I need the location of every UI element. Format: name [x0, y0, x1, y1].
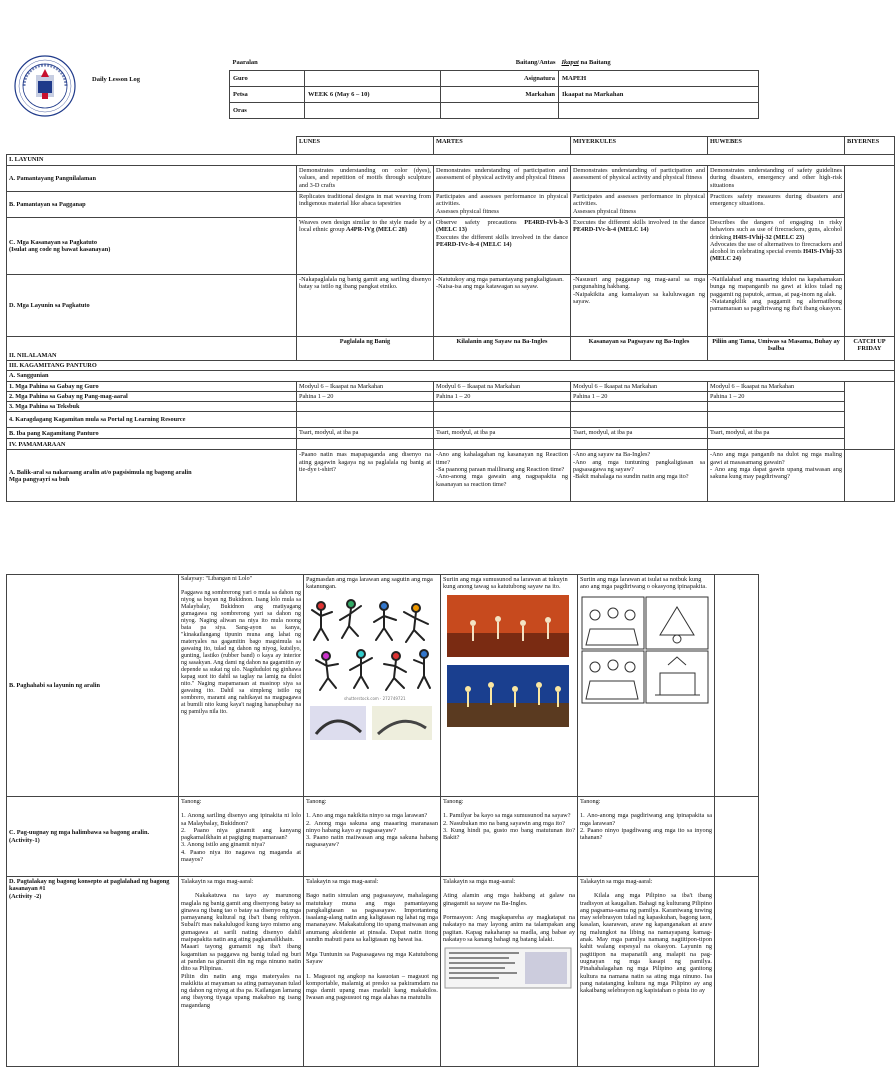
guro-label: Guro	[230, 71, 305, 87]
gabay-magaaral-cell: Pahina 1 – 20	[434, 391, 571, 401]
gabay-guro-cell: Modyul 6 – Ikaapat na Markahan	[708, 381, 845, 391]
gabay-guro-cell: Modyul 6 – Ikaapat na Markahan	[571, 381, 708, 391]
celebrations-illustration	[580, 595, 710, 705]
paghahabi-cell: Suriin ang mga sumusunod na larawan at tukuyin kung anong tawag sa katutubong sayaw na ito.	[441, 575, 578, 797]
day-biyernes: BIYERNES	[845, 137, 895, 155]
iba-cell: Tsart, modyul, at iba pa	[434, 428, 571, 439]
asignatura-label: Asignatura	[441, 71, 559, 87]
pagganap-cell: Practices safety measures during disasters and emergency situations.	[708, 192, 845, 218]
balik-cell: -Ano ang kahalagahan ng kasanayan ng Reaction time? -Sa paanong paraan malilinang ang Reaction time? -Ano-anong mga gawain ang nagpapakita ng kasanayan sa reaction time?	[434, 450, 571, 502]
pamantayang-cell: Demonstrates understanding on color (dyes), values, and repetition of motifs through sculpture and 3-D crafts	[297, 166, 434, 192]
image-caption: shutterstock.com · 272749721	[344, 695, 406, 701]
day-miyerkules: MIYERKULES	[571, 137, 708, 155]
section-kagamitang: III. KAGAMITANG PANTURO	[7, 361, 895, 371]
gabay-guro-label: 1. Mga Pahina sa Gabay ng Guro	[7, 381, 297, 391]
kasanayan-cell: Observe safety precautions PE4RD-IVb-h-3 (MELC 13) Executes the different skills involved in the dance PE4RD-IVc-h-4 (MELC 14)	[434, 218, 571, 275]
balik-cell: -Ano ang sayaw na Ba-Ingles? -Ano ang mga tuntuning pangkaligtasan sa pagsasagawa ng sayaw? -Bakit mahalaga na sundin natin ang mga ito?	[571, 450, 708, 502]
iba-label: B. Iba pang Kagamitang Panturo	[7, 428, 297, 439]
balik-label: A. Balik-aral sa nakaraang aralin at/o pagsisimula ng bagong aralin Mga pangyayri sa buh	[7, 450, 297, 502]
layunin-d-cell: -Nasusuri ang pagganap ng mag-aaral sa mga pangunahing hakbang. -Naipakikita ang kamalayan sa kaluluwagan ng sayaw.	[571, 275, 708, 337]
iba-cell: Tsart, modyul, at iba pa	[297, 428, 434, 439]
layunin-d-cell: -Nakapaglalala ng banig gamit ang sariling disenyo batay sa istilo ng ibang pangkat etniko.	[297, 275, 434, 337]
layunin-d-cell: -Natutukoy ang mga pamantayang pangkaligtasan. -Naisa-isa ang mga katawagan sa sayaw.	[434, 275, 571, 337]
day-lunes: LUNES	[297, 137, 434, 155]
baitang-value: Ikapat na Baitang	[561, 58, 611, 66]
nilalaman-cell: Kilalanin ang Sayaw na Ba-Ingles	[434, 337, 571, 361]
paaralan-label: Paaralan	[232, 58, 258, 66]
paghahabi-cell: Suriin ang mga larawan at isulat sa notbuk kung ano ang mga pagdiriwang o okasyong ipinapakita.	[578, 575, 715, 797]
pamantayang-cell: Demonstrates understanding of safety guidelines during disasters, emergency and other high-risk situations	[708, 166, 845, 192]
section-pamamaraan: IV. PAMAMARAAN	[7, 439, 297, 450]
kasanayan-cell: Executes the different skills involved in the dance PE4RD-IVc-h-4 (MELC 14)	[571, 218, 708, 275]
pagganap-label: B. Pamantayan sa Pagganap	[7, 192, 297, 218]
petsa-value: WEEK 6 (May 6 – 10)	[305, 87, 441, 103]
pagtalakay-label: D. Pagtalakay ng bagong konsepto at paglalahad ng bagong kasanayan #1 (Activity -2)	[7, 877, 179, 1067]
header-table	[229, 55, 759, 119]
pagganap-cell: Participates and assesses performance in physical activities. Assesses physical fitness	[571, 192, 708, 218]
layunin-d-label: D. Mga Layunin sa Pagkatuto	[7, 275, 297, 337]
gabay-magaaral-cell: Pahina 1 – 20	[297, 391, 434, 401]
markahan-value: Ikaapat na Markahan	[559, 87, 759, 103]
kasanayan-cell: Describes the dangers of engaging in risky behaviors such as use of firecrackers, guns, alcohol drinking H4IS-IVhij-32 (MELC 23) Advocates the use of alternatives to firecrackers and alcohol in celebrating special events H4IS-IVhij-33 (MELC 24)	[708, 218, 845, 275]
balik-cell: -Paano natin mas mapapaganda ang disenyo na ating gagawin kagaya ng sa paglalala ng banig at tie-dye t-shirt?	[297, 450, 434, 502]
pagtalakay-cell: Talakayin sa mga mag-aaral: Ating alamin ang mga hakbang at galaw na ginagamit sa sayaw na Ba-Ingles. Pormasyon: Ang magkapareha ay magkatapat na nakatayo na may layong anim na talampakan ang pagitan. Kapag nakaharap sa madla, ang babae ay nakatayo sa kanang bahagi ng batang lalaki.	[441, 877, 578, 1067]
markahan-label: Markahan	[441, 87, 559, 103]
page-two	[0, 574, 768, 1024]
paguugnay-cell: Tanong: 1. Ano ang mga nakikita ninyo sa mga larawan? 2. Anong mga sakuna ang maaaring maranasan ninyo habang kayo ay nagsasayaw? 3. Paano natin maiiwasan ang mga sakuna habang nagsasayaw?	[304, 797, 441, 877]
sanggunian-label: A. Sanggunian	[7, 371, 895, 381]
gabay-magaaral-label: 2. Mga Pahina sa Gabay ng Pang-mag-aaral	[7, 391, 297, 401]
balik-cell: -Ano ang mga panganib na dulot ng mga maling gawi at masasamang gawain? - Ano ang mga dapat gawin upang maiwasan ang sakuna kung may pagdiriwang?	[708, 450, 845, 502]
gabay-magaaral-cell: Pahina 1 – 20	[571, 391, 708, 401]
asignatura-value: MAPEH	[559, 71, 759, 87]
petsa-label: Petsa	[230, 87, 305, 103]
iba-cell: Tsart, modyul, at iba pa	[708, 428, 845, 439]
paghahabi-cell: Pagmasdan ang mga larawan ang sagutin ang mga katanungan. shutterstock.com · 272749721	[304, 575, 441, 797]
baitang-label: Baitang/Antas	[515, 58, 556, 66]
document-title: Daily Lesson Log	[92, 76, 141, 83]
nilalaman-cell: Kasanayan sa Pagsayaw ng Ba-Ingles	[571, 337, 708, 361]
iba-cell: Tsart, modyul, at iba pa	[571, 428, 708, 439]
oras-label: Oras	[230, 103, 305, 119]
day-martes: MARTES	[434, 137, 571, 155]
pagtalakay-cell: Talakayin sa mga mag-aaral: Kilala ang mga Pilipino sa iba't ibang tradisyon at kaugalian. Bahagi ng kulturang Pilipino ang pagsama-sama ng pamilya. Karaniwang tuwing may selebrasyon tulad ng kapaskuhan, bagong taon, kasalan, kaarawan, araw ng kapanganakan at araw ng malungkot na libing na namayapang kamag-anak. May mga pamilya namang nagtitipon-tipon kahit walang espesyal na okasyon. Layunin ng pagtitipon na mapanatili ang malapit na pag-uugnayan ng mga kasapi ng pamilya. Pinahahalagahan ng mga Pilipino ang ganitong kultura na namana natin sa ating mga ninuno. Isa pang natatanging kultura ng mga Pilipino ay ang kakaibang selebrayon ng kapistahan o pista ito ay	[578, 877, 715, 1067]
paguugnay-cell: Tanong: 1. Pamilyar ba kayo sa mga sumusunod na sayaw? 2. Nasubukan mo na bang sayawin ang mga ito? 3. Kung hindi pa, gusto mo bang matutunan ito? Bakit?	[441, 797, 578, 877]
pamantayang-label: A. Pamantayang Pangnilalaman	[7, 166, 297, 192]
lesson-table-continued	[6, 574, 759, 1067]
pagganap-cell: Participates and assesses performance in physical activities. Assesses physical fitness	[434, 192, 571, 218]
gabay-magaaral-cell: Pahina 1 – 20	[708, 391, 845, 401]
kasanayan-label: C. Mga Kasanayan sa Pagkatuto (Isulat ang code ng bawat kasanayan)	[7, 218, 297, 275]
paghahabi-label: B. Paghahabi sa layunin ng aralin	[7, 575, 179, 797]
catch-up-friday: CATCH UP FRIDAY	[845, 337, 895, 361]
teksbuk-label: 3. Mga Pahina sa Teksbuk	[7, 402, 297, 412]
pamantayang-cell: Demonstrates understanding of participation and assessment of physical activity and physical fitness	[434, 166, 571, 192]
pagtalakay-cell: Talakayin sa mga mag-aaral: Bago natin simulan ang pagsasayaw, mahalagang matutukay muna ang mga pamantayang pangkaligtasan sa pagsasayaw. Importanteng isaalang-alang natin ang kaligtasan ng lahat ng mga mananayaw. Makakatulong ito upang maiwasan ang anumang aksidente at pinsala. Dapat natin itong sundin mabuti para sa kaligtasan ng bawat isa. Mga Tuntunin sa Pagsasagawa ng mga Katutubong Sayaw 1. Magsuot ng angkop na kasuotan – magsuot ng komportable, malamig at presko sa pakiramdam na mga damit upang mas madali kang makakilos. Iwasan ang pagsusuot ng mga alahas na matutulis	[304, 877, 441, 1067]
pagtalakay-cell: Talakayin sa mga mag-aaral: Nakakatuwa na tayo ay marunong maglala ng banig gamit ang disenyong batay sa ginawa ng ibang tao o batay sa disenyo ng mga pamayanang kultural ng iba't ibang rehiyon. Subali't mas nakalulugod kung tayo mismo ang gumagawa at sarili nating disenyo dahil maipapakita natin ang ating pagkamalikhain. Maaari tayong gumamit ng iba't ibang kagamitan sa paggawa ng banig tulad ng buri at pandan na ginamit din ng mga ninuno natin dito sa Pilipinas. Piliin din natin ang mga materyales na makikita at mayaman sa ating pamayanan tulad ng dahon ng niyog at iba pa. Kailangan lamang ang ibayong tiyaga upang makabuo ng isang magandang	[179, 877, 304, 1067]
section-layunin: I. LAYUNIN	[7, 155, 895, 166]
lesson-table	[6, 136, 895, 502]
paguugnay-label: C. Pag-uugnay ng mga halimbawa sa bagong aralin. (Activity-1)	[7, 797, 179, 877]
page-one	[0, 0, 886, 505]
nilalaman-label: II. NILALAMAN	[7, 337, 297, 361]
gabay-guro-cell: Modyul 6 – Ikaapat na Markahan	[297, 381, 434, 391]
kasanayan-cell: Weaves own design similar to the style made by a local ethnic group A4PR-IVg (MELC 28)	[297, 218, 434, 275]
paguugnay-cell: Tanong: 1. Ano-anong mga pagdiriwang ang ipinapakita sa mga larawan? 2. Paano ninyo ipagdiwang ang mga ito sa inyong tahanan?	[578, 797, 715, 877]
portal-label: 4. Karagdagang Kagamitan mula sa Portal ng Learning Resource	[7, 412, 297, 428]
deped-seal-icon	[14, 55, 76, 117]
dance-steps-figure	[443, 946, 573, 990]
day-huwebes: HUWEBES	[708, 137, 845, 155]
pamantayang-cell: Demonstrates understanding of participation and assessment of physical activity and physical fitness	[571, 166, 708, 192]
nilalaman-cell: Paglalala ng Banig	[297, 337, 434, 361]
gabay-guro-cell: Modyul 6 – Ikaapat na Markahan	[434, 381, 571, 391]
paghahabi-cell: Salaysay: "Libangan ni Lolo" Paggawa ng sombrerong yari o mula sa dahon ng niyog sa buyan ng Bukidnon. Isang lolo mula sa Malaybalay, Bukidnon ang matiyagang gumagawa ng sombrerong yari sa dahon ng niyog. Naging aliwan na niya ito mula noong bata pa siya. Sang-ayon sa kanya, "kinakailangang tipunin muna ang lahat ng materyales na gagamitin bago magsimula sa gawaing ito, tulad ng dahon ng niyog, kutsilyo, gunting, lastiko (rubber band) o kaya ay interior ng sasakyan. Ang dami ng dahon na gagamitin ay depende sa sukat ng ulo. Nagdudulot ng ginhawa kapag suot ito dahil sa taglay na lamig na dulot nito." Naging mapamaraan at masinop siya sa gawaing ito. Dahil sa simpleng istilo ng sombrero, marami ang nahikayat na magpagawa at bumili nito kung kaya't naging hanapbuhay na ng pamilya nila ito.	[179, 575, 304, 797]
pagganap-cell: Replicates traditional designs in mat weaving from indigenous material like abaca tapestries	[297, 192, 434, 218]
dancers-safety-illustration	[306, 594, 436, 744]
nilalaman-cell: Piliin ang Tama, Umiwas sa Masama, Buhay ay Isalba	[708, 337, 845, 361]
ba-ingles-dance-photos	[443, 593, 573, 738]
layunin-d-cell: -Naiilalahad ang maaaring idulot na kapahamakan bunga ng mapanganib na gawi at kilos tulad ng paggamit ng paputok, armas, at pag-inom ng alak. -Natatangkilik ang paggamit ng alternatibong pamamaraan sa pagdiriwang ng iba't ibang okasyon.	[708, 275, 845, 337]
paguugnay-cell: Tanong: 1. Anong sariling disenyo ang ipinakita ni lolo sa Malaybalay, Bukidnon? 2. Paano niya ginamit ang kanyang pagkamalikhain at pagiging mapamaraan? 3. Anong istilo ang ginamit niya? 4. Paano niya ito nagawa ng maganda at maayos?	[179, 797, 304, 877]
